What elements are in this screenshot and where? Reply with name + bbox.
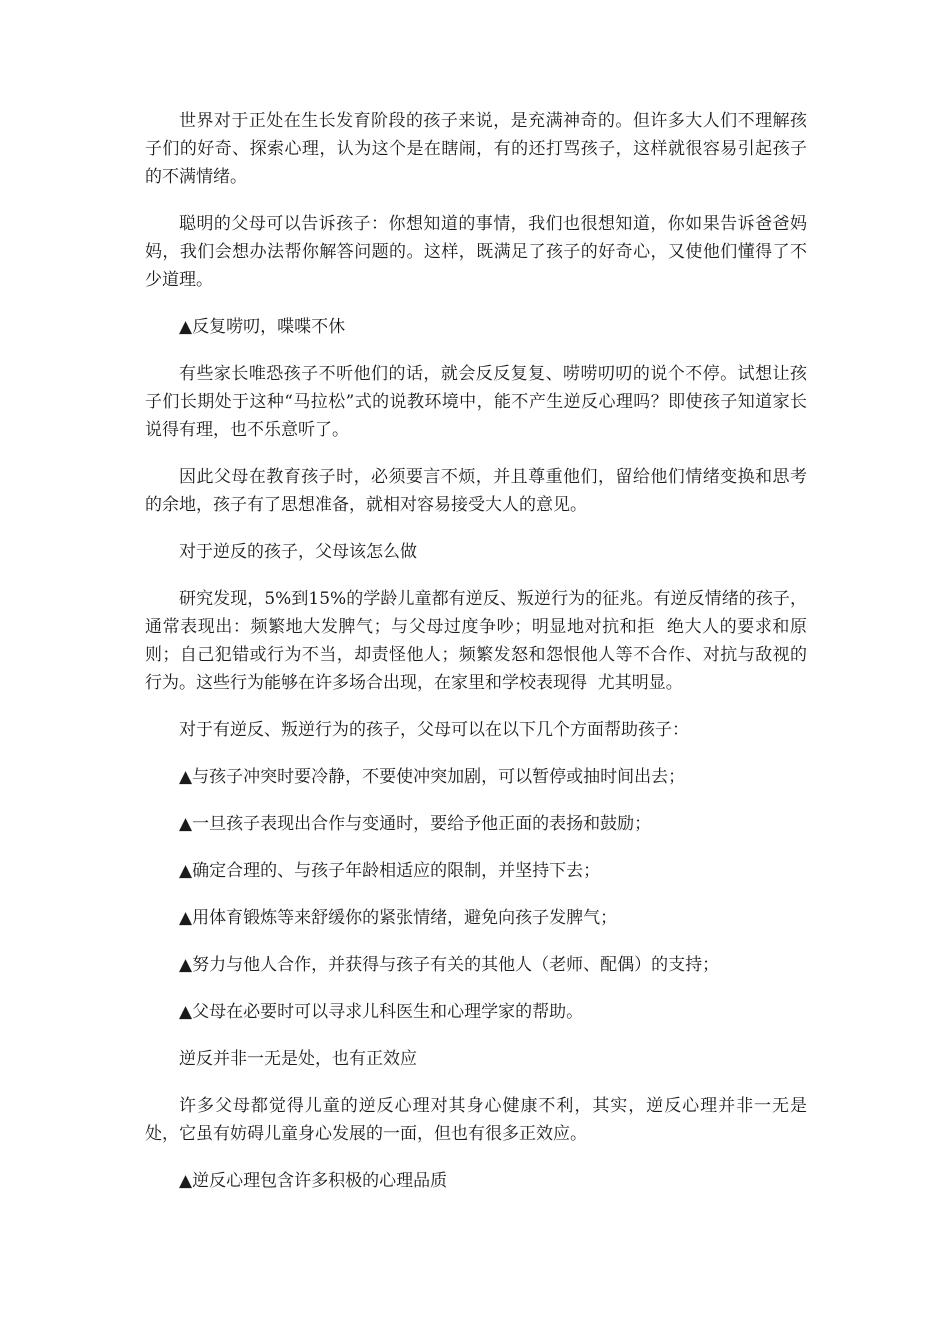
list-item: ▲用体育锻炼等来舒缓你的紧张情绪，避免向孩子发脾气； — [179, 908, 618, 928]
list-item: ▲一旦孩子表现出合作与变通时，要给予他正面的表扬和鼓励； — [179, 814, 652, 834]
list-item: ▲确定合理的、与孩子年龄相适应的限制，并坚持下去； — [179, 861, 601, 881]
paragraph: 世界对于正处在生长发育阶段的孩子来说，是充满神奇的。但许多大人们不理解孩子们的好奇、探索心理，认为这个是在瞎闹，有的还打骂孩子，这样就很容易引起孩子的不满情绪。 — [145, 111, 807, 187]
list-item: ▲与孩子冲突时要冷静，不要使冲突加剧，可以暂停或抽时间出去； — [179, 767, 686, 787]
section-heading: ▲逆反心理包含许多积极的心理品质 — [179, 1171, 448, 1191]
paragraph: 因此父母在教育孩子时，必须要言不烦，并且尊重他们，留给他们情绪变换和思考的余地，孩子有了思想准备，就相对容易接受大人的意见。 — [145, 467, 807, 515]
section-heading: 对于逆反的孩子，父母该怎么做 — [179, 542, 417, 562]
section-heading: ▲反复唠叨，喋喋不休 — [179, 317, 346, 337]
list-item: ▲父母在必要时可以寻求儿科医生和心理学家的帮助。 — [179, 1002, 584, 1022]
paragraph: 研究发现，5%到15%的学龄儿童都有逆反、叛逆行为的征兆。有逆反情绪的孩子，通常表现出：频繁地大发脾气；与父母过度争吵；明显地对抗和拒 绝大人的要求和原则；自己犯错或行为不当，却责怪他人；频繁发怒和怨恨他人等不合作、对抗与敌视的行为。这些行为能够在许多场合出现，在家里和学校表现得 尤其明显。 — [145, 589, 807, 693]
document-body — [145, 107, 807, 1214]
paragraph: 许多父母都觉得儿童的逆反心理对其身心健康不利，其实，逆反心理并非一无是处，它虽有妨碍儿童身心发展的一面，但也有很多正效应。 — [145, 1096, 807, 1144]
list-item: ▲努力与他人合作，并获得与孩子有关的其他人（老师、配偶）的支持； — [179, 955, 720, 975]
paragraph: 对于有逆反、叛逆行为的孩子，父母可以在以下几个方面帮助孩子： — [179, 720, 689, 740]
paragraph: 有些家长唯恐孩子不听他们的话，就会反反复复、唠唠叨叨的说个不停。试想让孩子们长期处于这种“马拉松”式的说教环境中，能不产生逆反心理吗？即使孩子知道家长说得有理，也不乐意听了。 — [145, 364, 807, 440]
section-heading: 逆反并非一无是处，也有正效应 — [179, 1049, 417, 1069]
paragraph: 聪明的父母可以告诉孩子：你想知道的事情，我们也很想知道，你如果告诉爸爸妈妈，我们会想办法帮你解答问题的。这样，既满足了孩子的好奇心，又使他们懂得了不少道理。 — [145, 214, 807, 290]
